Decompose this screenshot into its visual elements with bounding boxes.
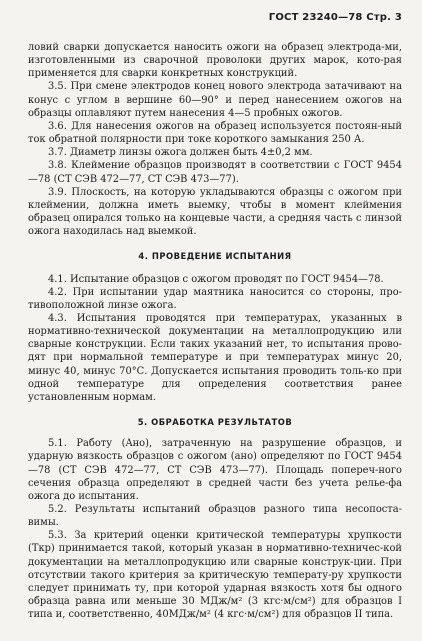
paragraph-3-5: 3.5. При смене электродов конец нового электрода затачивают на конус с углом в вершине 60—90° и перед нанесением ожогов на образцы оплавляют путем нанесения 4—5 пробных ожогов.	[28, 81, 402, 119]
paragraph-5-1: 5.1. Работу (Aно), затраченную на разрушение образцов, и ударную вязкость образцов с ожогом (aно) определяют по ГОСТ 9454—78 (СТ СЭВ 472—77, СТ СЭВ 473—77). Площадь попереч-ного сечения образца определяют в средней части без учета релье-фа ожога до испытания.	[28, 438, 402, 502]
paragraph-continued: ловий сварки допускается наносить ожоги на образец электрода-ми, изготовленными из сварочной проволоки других марок, кото-рая применяется для сварки конкретных конструкций.	[28, 42, 402, 80]
paragraph-3-9: 3.9. Плоскость, на которую укладываются образцы с ожогом при клеймении, должна иметь выемку, чтобы в момент клеймения образец опирался только на концевые части, а средняя часть с линзой ожога находилась над выемкой.	[28, 186, 402, 238]
paragraph-3-7: 3.7. Диаметр линзы ожога должен быть 4±0,2 мм.	[48, 147, 313, 159]
paragraph-4-1: 4.1. Испытание образцов с ожогом проводят по ГОСТ 9454—78.	[48, 273, 384, 285]
document-body	[28, 41, 402, 621]
page-header: ГОСТ 23240—78 Стр. 3	[268, 12, 402, 23]
paragraph-5-2: 5.2. Результаты испытаний образцов разного типа несопоста-вимы.	[28, 504, 402, 529]
paragraph-4-2: 4.2. При испытании удар маятника наносится со стороны, про-тивоположной линзе ожога.	[28, 286, 402, 311]
section-5-heading: 5. ОБРАБОТКА РЕЗУЛЬТАТОВ	[137, 417, 293, 428]
paragraph-3-8: 3.8. Клеймение образцов производят в соответствии с ГОСТ 9454—78 (СТ СЭВ 472—77, СТ СЭВ 473—77).	[28, 160, 402, 185]
paragraph-4-3: 4.3. Испытания проводятся при температурах, указанных в нормативно-технической документации на металлопродукцию или сварные конструкции. Если таких указаний нет, то испытания прово-дят при нормальной температуре и при температурах минус 20, минус 40, минус 70°С. Допускается испытания проводить толь-ко при одной температуре для определения соответствия ранее установленным нормам.	[28, 312, 402, 403]
paragraph-3-6: 3.6. Для нанесения ожогов на образец используется постоян-ный ток обратной полярности при токе короткого замыкания 250 А.	[28, 120, 402, 146]
section-4-heading: 4. ПРОВЕДЕНИЕ ИСПЫТАНИЯ	[138, 251, 292, 262]
paragraph-5-3: 5.3. За критерий оценки критической температуры хрупкости (Tкр) принимается такой, который указан в нормативно-техничес-кой документации на металлопродукцию или сварные конструк-ции. При отсутствии такого критерия за критическую температу-ру хрупкости следует принимать ту, при которой ударная вязкость хотя бы одного образца равна или меньше 30 МДж/м² (3 кгс·м/см²) для образцов I типа и, соответственно, 40МДж/м² (4 кгс·м/см²) для образцов II типа.	[28, 530, 402, 621]
